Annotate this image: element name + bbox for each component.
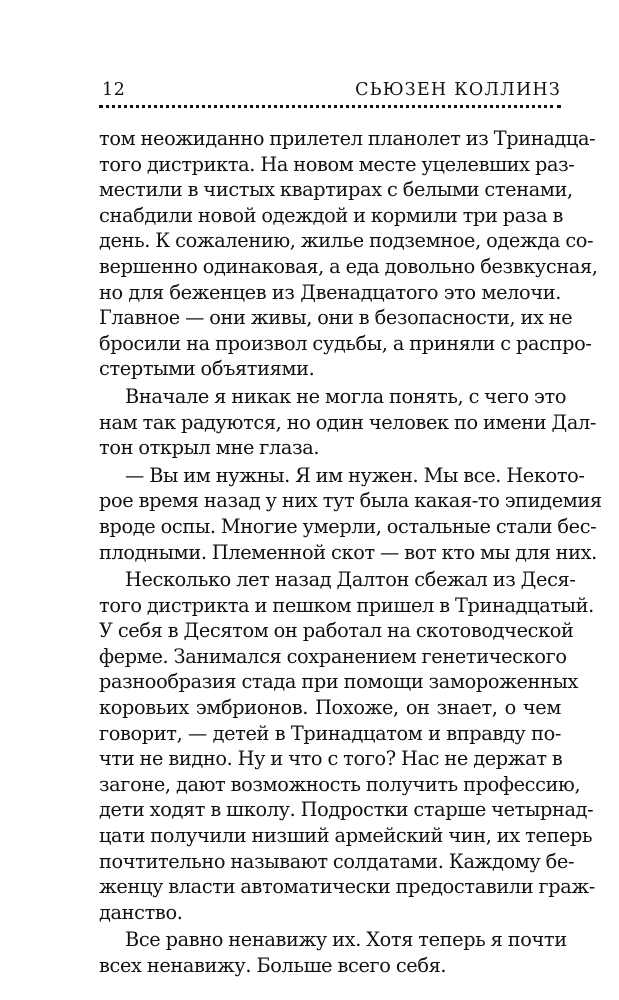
text-line: Вначале я никак не могла понять, с чего это — [125, 384, 567, 408]
text-line: Главное — они живы, они в безопасности, их не — [99, 306, 573, 330]
paragraph — [99, 463, 602, 565]
text-line: местили в чистых квартирах с белыми стенами, — [99, 178, 573, 202]
text-line: вроде оспы. Многие умерли, остальные стали бес- — [99, 514, 597, 538]
paragraph — [99, 126, 598, 382]
text-line: вершенно одинаковая, а еда довольно безвкусная, — [99, 254, 598, 278]
text-line: ферме. Занимался сохранением генетического — [99, 644, 567, 668]
text-line: день. К сожалению, жилье подземное, одежда со- — [99, 229, 594, 253]
page-number: 12 — [102, 80, 126, 100]
text-line: говорит, — детей в Тринадцатом и вправду по- — [99, 721, 561, 745]
text-line: цати получили низший армейский чин, их теперь — [99, 824, 593, 848]
body-text — [99, 126, 602, 979]
paragraph — [99, 567, 595, 925]
text-line: плодными. Племенной скот — вот кто мы для них. — [99, 540, 597, 564]
paragraph — [99, 927, 567, 978]
header-dotted-rule — [99, 105, 561, 108]
paragraph — [99, 384, 597, 461]
text-line: нам так радуются, но один человек по имени Дал- — [99, 410, 597, 434]
text-line: загоне, дают возможность получить профессию, — [99, 772, 581, 796]
text-line: коровьих эмбрионов. Похоже, он знает, о чем — [99, 696, 561, 720]
text-line: стертыми объятиями. — [99, 357, 315, 381]
text-line: У себя в Десятом он работал на скотоводческой — [99, 619, 574, 643]
text-line: том неожиданно прилетел планолет из Тринадца- — [99, 127, 596, 150]
text-line: того дистрикта и пешком пришел в Тринадцатый. — [99, 593, 594, 617]
text-line: рое время назад у них тут была какая-то эпидемия — [99, 489, 602, 513]
page-header — [99, 78, 561, 104]
text-line: почтительно называют солдатами. Каждому бе- — [99, 849, 575, 873]
text-line: но для беженцев из Двенадцатого это мелочи. — [99, 280, 561, 304]
text-line: — Вы им нужны. Я им нужен. Мы все. Некото- — [125, 463, 585, 487]
text-line: снабдили новой одеждой и кормили три раза в — [99, 203, 564, 227]
text-line: того дистрикта. На новом месте уцелевших раз- — [99, 152, 575, 176]
text-line: всех ненавижу. Больше всего себя. — [99, 954, 447, 977]
text-line: чти не видно. Ну и что с того? Нас не держат в — [99, 747, 563, 771]
text-line: дети ходят в школу. Подростки старше четырнад- — [99, 798, 594, 822]
text-line: разнообразия стада при помощи замороженных — [99, 670, 579, 694]
text-line: Несколько лет назад Далтон сбежал из Деся- — [125, 568, 576, 592]
text-line: бросили на произвол судьбы, а приняли с распро- — [99, 331, 592, 355]
book-page — [99, 78, 602, 977]
text-line: Все равно ненавижу их. Хотя теперь я почти — [125, 928, 567, 952]
text-line: тон открыл мне глаза. — [99, 436, 320, 460]
running-title: СЬЮЗЕН КОЛЛИНЗ — [355, 80, 561, 100]
text-line: данство. — [99, 900, 183, 924]
text-line: женцу власти автоматически предоставили граж- — [99, 875, 595, 899]
